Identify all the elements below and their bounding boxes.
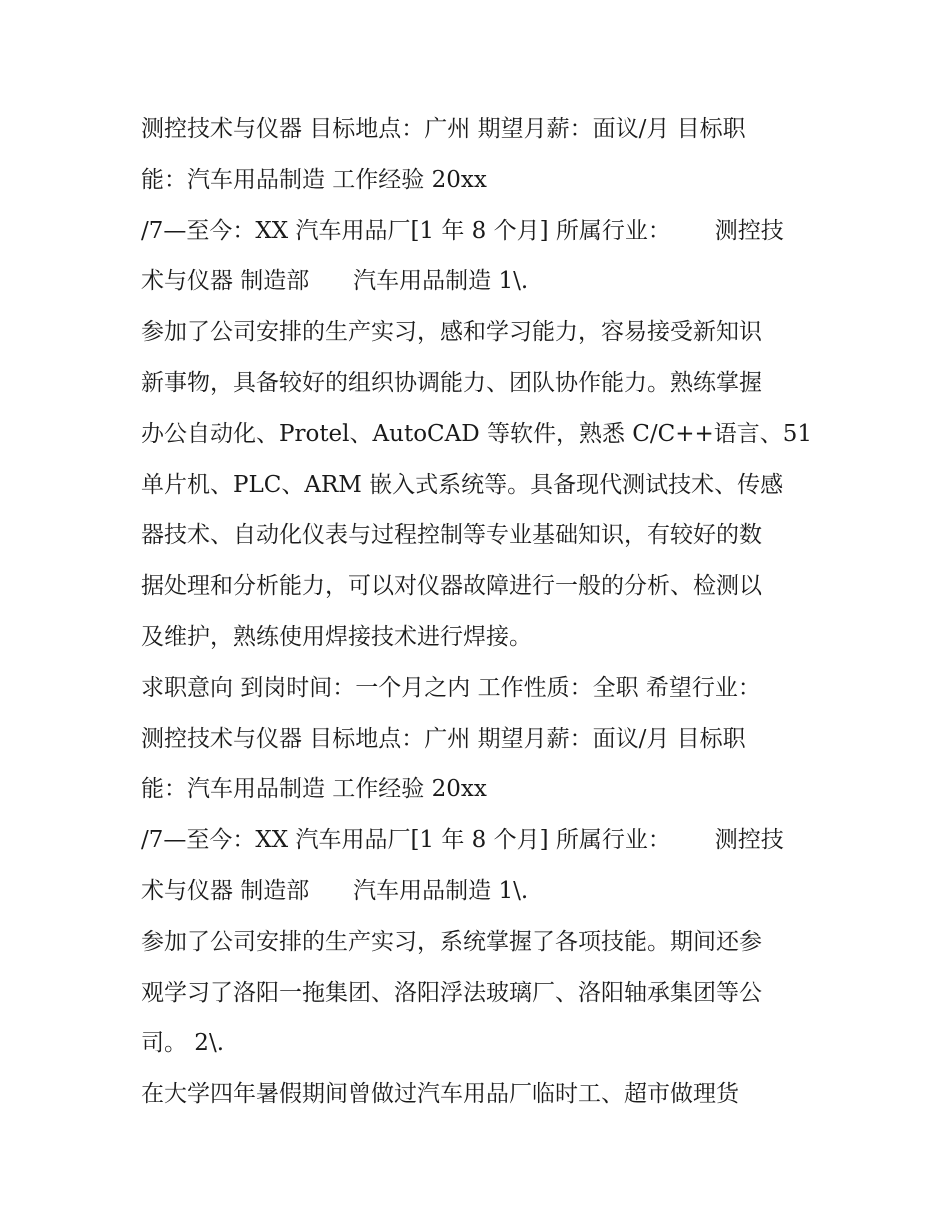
text-line: 参加了公司安排的生产实习，感和学习能力，容易接受新知识 — [141, 319, 762, 346]
text-line: 测控技术与仪器 目标地点：广州 期望月薪：面议/月 目标职 — [141, 725, 746, 752]
text-line: 据处理和分析能力，可以对仪器故障进行一般的分析、检测以 — [141, 573, 762, 600]
document-body — [141, 104, 821, 1120]
text-line: 及维护，熟练使用焊接技术进行焊接。 — [141, 623, 532, 650]
text-line: 在大学四年暑假期间曾做过汽车用品厂临时工、超市做理货 — [141, 1081, 739, 1108]
text-line: 单片机、PLC、ARM 嵌入式系统等。具备现代测试技术、传感 — [141, 471, 784, 498]
text-line: 司。 2\. — [141, 1030, 225, 1057]
text-line: 测控技术与仪器 目标地点：广州 期望月薪：面议/月 目标职 — [141, 116, 746, 142]
text-line: /7—至今：XX 汽车用品厂[1 年 8 个月] 所属行业： 测控技 — [141, 827, 784, 854]
text-line: 术与仪器 制造部 汽车用品制造 1\. — [141, 268, 529, 295]
text-line: 能：汽车用品制造 工作经验 20xx — [141, 166, 487, 193]
text-line: 术与仪器 制造部 汽车用品制造 1\. — [141, 877, 529, 904]
text-line: 求职意向 到岗时间：一个月之内 工作性质：全职 希望行业： — [141, 674, 761, 701]
text-line: 观学习了洛阳一拖集团、洛阳浮法玻璃厂、洛阳轴承集团等公 — [141, 979, 762, 1006]
text-line: /7—至今：XX 汽车用品厂[1 年 8 个月] 所属行业： 测控技 — [141, 217, 784, 244]
text-line: 办公自动化、Protel、AutoCAD 等软件，熟悉 C/C++语言、51 — [141, 420, 813, 447]
text-line: 器技术、自动化仪表与过程控制等专业基础知识，有较好的数 — [141, 522, 762, 549]
text-line: 参加了公司安排的生产实习，系统掌握了各项技能。期间还参 — [141, 928, 762, 955]
text-line: 新事物，具备较好的组织协调能力、团队协作能力。熟练掌握 — [141, 369, 762, 396]
text-line: 能：汽车用品制造 工作经验 20xx — [141, 776, 487, 803]
